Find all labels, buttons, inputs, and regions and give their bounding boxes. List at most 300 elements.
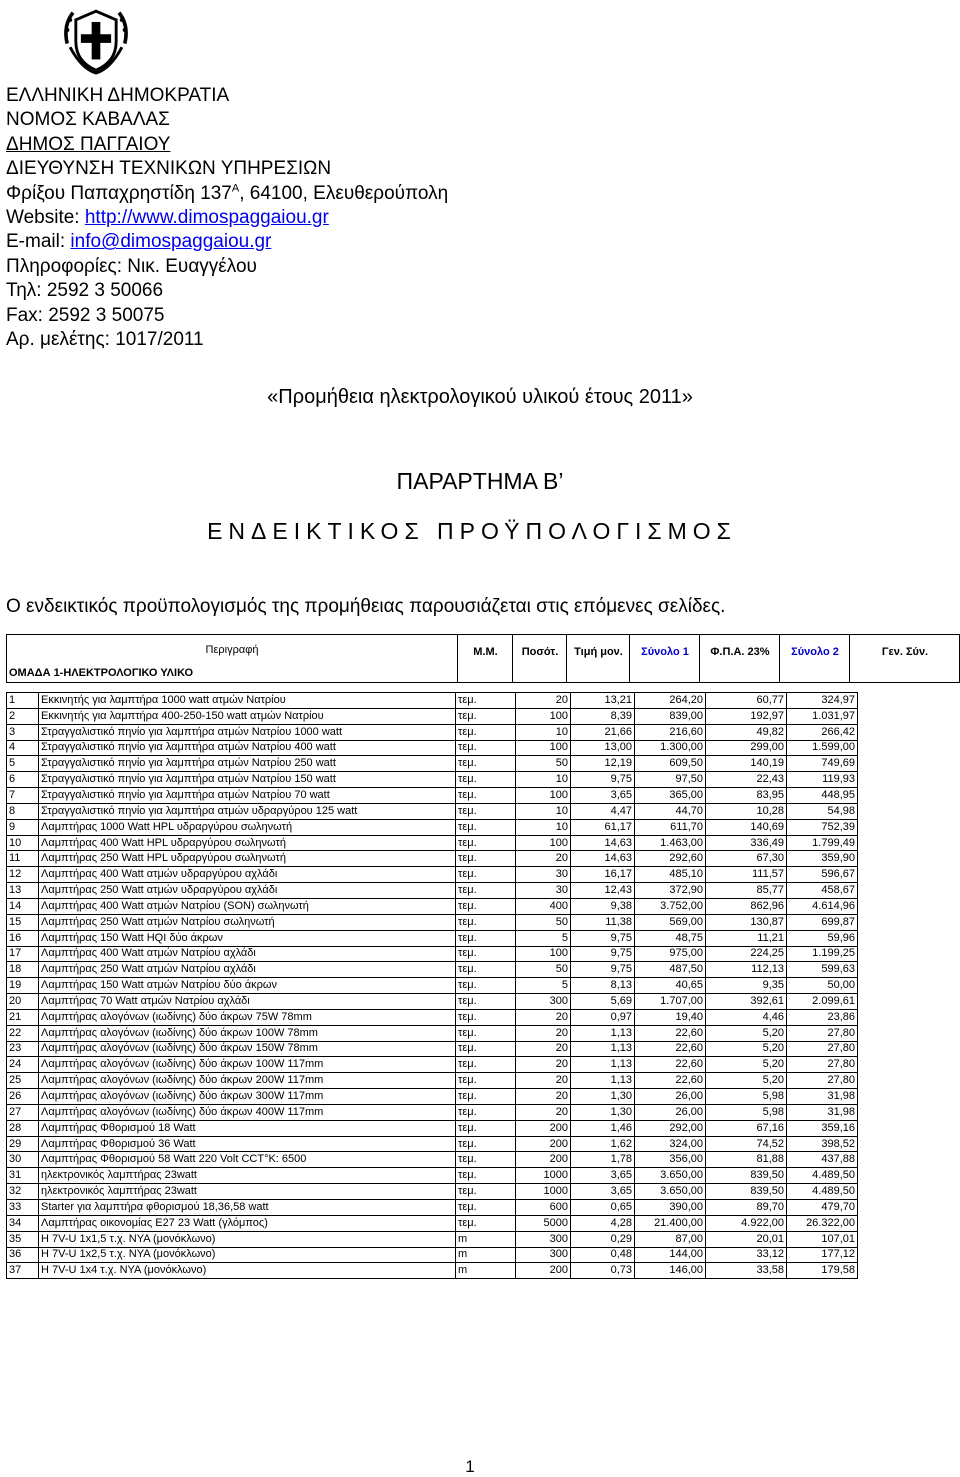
address-post: , 64100, Ελευθερούπολη	[239, 182, 449, 204]
item-vat: 89,70	[706, 1200, 787, 1216]
item-unit: τεμ.	[456, 1104, 516, 1120]
item-vat: 4,46	[706, 1009, 787, 1025]
item-unit: τεμ.	[456, 930, 516, 946]
item-quantity: 200	[516, 1120, 571, 1136]
item-vat: 224,25	[706, 946, 787, 962]
total2-header: Σύνολο 2	[791, 646, 839, 658]
item-number: 2	[7, 708, 39, 724]
item-description: ηλεκτρονικός λαμπτήρας 23watt	[39, 1168, 456, 1184]
item-quantity: 600	[516, 1200, 571, 1216]
item-unit: τεμ.	[456, 1057, 516, 1073]
item-unit: τεμ.	[456, 1025, 516, 1041]
annex-heading: ΠΑΡΑΡΤΗΜΑ Β’	[396, 468, 564, 494]
item-total1: 356,00	[635, 1152, 706, 1168]
item-vat: 5,20	[706, 1041, 787, 1057]
item-number: 7	[7, 788, 39, 804]
item-vat: 33,58	[706, 1263, 787, 1279]
item-number: 25	[7, 1073, 39, 1089]
table-row	[7, 1263, 858, 1279]
table-row	[7, 1136, 858, 1152]
group-label: ΟΜΑΔΑ 1-ΗΛΕΚΤΡΟΛΟΓΙΚΟ ΥΛΙΚΟ	[9, 667, 194, 679]
item-number: 32	[7, 1184, 39, 1200]
item-unit: τεμ.	[456, 1168, 516, 1184]
item-total1: 144,00	[635, 1247, 706, 1263]
quantity-header-cell	[512, 635, 567, 682]
item-number: 17	[7, 946, 39, 962]
item-unit-price: 21,66	[571, 724, 635, 740]
item-unit-price: 16,17	[571, 867, 635, 883]
item-number: 29	[7, 1136, 39, 1152]
item-total1: 1.300,00	[635, 740, 706, 756]
item-total1: 146,00	[635, 1263, 706, 1279]
total1-header: Σύνολο 1	[641, 646, 689, 658]
item-number: 36	[7, 1247, 39, 1263]
item-total1: 216,60	[635, 724, 706, 740]
item-total2: 31,98	[787, 1104, 858, 1120]
item-total1: 264,20	[635, 693, 706, 709]
item-vat: 140,19	[706, 756, 787, 772]
quantity-header: Ποσότ.	[521, 646, 559, 658]
item-description: Λαμπτήρας 250 Watt ατμών Νατρίου σωληνωτή	[39, 914, 456, 930]
item-unit-price: 12,43	[571, 883, 635, 899]
fax-line: Fax: 2592 3 50075	[6, 304, 165, 326]
table-row	[7, 1152, 858, 1168]
item-unit-price: 13,21	[571, 693, 635, 709]
item-total2: 26.322,00	[787, 1215, 858, 1231]
item-unit: τεμ.	[456, 1120, 516, 1136]
item-total2: 31,98	[787, 1089, 858, 1105]
item-description: Εκκινητής για λαμπτήρα 1000 watt ατμών Νατρίου	[39, 693, 456, 709]
item-unit: τεμ.	[456, 1089, 516, 1105]
item-unit: m	[456, 1263, 516, 1279]
item-vat: 862,96	[706, 898, 787, 914]
table-row	[7, 1025, 858, 1041]
item-description: Στραγγαλιστικό πηνίο για λαμπτήρα ατμών Νατρίου 70 watt	[39, 788, 456, 804]
intro-text: Ο ενδεικτικός προϋπολογισμός της προμήθειας παρουσιάζεται στις επόμενες σελίδες.	[6, 596, 726, 617]
table-row	[7, 1041, 858, 1057]
item-description: Starter για λαμπτήρα φθορισμού 18,36,58 watt	[39, 1200, 456, 1216]
municipality-line: ΔΗΜΟΣ ΠΑΓΓΑΙΟΥ	[6, 133, 171, 155]
table-row	[7, 883, 858, 899]
item-quantity: 50	[516, 962, 571, 978]
item-unit-price: 0,65	[571, 1200, 635, 1216]
item-total1: 611,70	[635, 819, 706, 835]
items-table	[6, 692, 858, 1279]
item-description: ηλεκτρονικός λαμπτήρας 23watt	[39, 1184, 456, 1200]
item-total2: 4.614,96	[787, 898, 858, 914]
item-description: Στραγγαλιστικό πηνίο για λαμπτήρα ατμών Νατρίου 150 watt	[39, 772, 456, 788]
item-vat: 192,97	[706, 708, 787, 724]
item-total1: 97,50	[635, 772, 706, 788]
table-row	[7, 1168, 858, 1184]
item-vat: 130,87	[706, 914, 787, 930]
table-row	[7, 946, 858, 962]
item-unit-price: 3,65	[571, 788, 635, 804]
table-row	[7, 1009, 858, 1025]
item-vat: 22,43	[706, 772, 787, 788]
table-row	[7, 1247, 858, 1263]
item-unit-price: 0,73	[571, 1263, 635, 1279]
grand-total-header: Γεν. Σύν.	[881, 646, 929, 658]
item-quantity: 200	[516, 1136, 571, 1152]
item-description: Λαμπτήρας Φθορισμού 36 Watt	[39, 1136, 456, 1152]
item-description: Λαμπτήρας 150 Watt HQI δύο άκρων	[39, 930, 456, 946]
item-quantity: 400	[516, 898, 571, 914]
item-quantity: 10	[516, 724, 571, 740]
item-vat: 49,82	[706, 724, 787, 740]
item-quantity: 10	[516, 819, 571, 835]
item-quantity: 20	[516, 1089, 571, 1105]
item-total1: 22,60	[635, 1073, 706, 1089]
item-total1: 26,00	[635, 1089, 706, 1105]
website-label: Website:	[6, 207, 85, 229]
item-number: 24	[7, 1057, 39, 1073]
item-number: 1	[7, 693, 39, 709]
item-description: Στραγγαλιστικό πηνίο για λαμπτήρα ατμών Νατρίου 400 watt	[39, 740, 456, 756]
item-number: 3	[7, 724, 39, 740]
item-number: 20	[7, 994, 39, 1010]
item-unit: m	[456, 1247, 516, 1263]
item-total2: 119,93	[787, 772, 858, 788]
item-unit-price: 5,69	[571, 994, 635, 1010]
item-quantity: 200	[516, 1263, 571, 1279]
table-row	[7, 772, 858, 788]
grand-total-header-cell	[849, 635, 960, 682]
item-vat: 67,30	[706, 851, 787, 867]
item-total2: 2.099,61	[787, 994, 858, 1010]
item-total1: 44,70	[635, 803, 706, 819]
info-line: Πληροφορίες: Νικ. Ευαγγέλου	[6, 255, 257, 277]
item-description: Λαμπτήρας 400 Watt ατμών Νατρίου αχλάδι	[39, 946, 456, 962]
item-unit: τεμ.	[456, 946, 516, 962]
table-row	[7, 962, 858, 978]
item-number: 14	[7, 898, 39, 914]
item-total2: 359,16	[787, 1120, 858, 1136]
vat-header-cell	[699, 635, 780, 682]
item-quantity: 100	[516, 740, 571, 756]
item-quantity: 100	[516, 946, 571, 962]
item-number: 27	[7, 1104, 39, 1120]
item-total2: 266,42	[787, 724, 858, 740]
description-header: Περιγραφή	[205, 644, 259, 656]
item-description: Λαμπτήρας 250 Watt HPL υδραργύρου σωληνωτή	[39, 851, 456, 867]
item-total2: 4.489,50	[787, 1184, 858, 1200]
address-pre: Φρίξου Παπαχρηστίδη 137	[6, 182, 232, 204]
table-row	[7, 1215, 858, 1231]
item-quantity: 20	[516, 1104, 571, 1120]
item-total2: 1.199,25	[787, 946, 858, 962]
table-row	[7, 978, 858, 994]
item-number: 9	[7, 819, 39, 835]
item-total1: 3.650,00	[635, 1184, 706, 1200]
item-vat: 5,20	[706, 1057, 787, 1073]
item-number: 33	[7, 1200, 39, 1216]
item-description: Εκκινητής για λαμπτήρα 400-250-150 watt ατμών Νατρίου	[39, 708, 456, 724]
republic-line: ΕΛΛΗΝΙΚΗ ΔΗΜΟΚΡΑΤΙΑ	[6, 85, 230, 106]
item-number: 5	[7, 756, 39, 772]
table-row	[7, 914, 858, 930]
website-line	[6, 206, 448, 230]
item-description: Λαμπτήρας 400 Watt ατμών Νατρίου (SON) σωληνωτή	[39, 898, 456, 914]
item-quantity: 1000	[516, 1168, 571, 1184]
table-row	[7, 1057, 858, 1073]
item-total1: 390,00	[635, 1200, 706, 1216]
item-total1: 324,00	[635, 1136, 706, 1152]
item-total1: 22,60	[635, 1041, 706, 1057]
item-total2: 54,98	[787, 803, 858, 819]
item-total2: 1.799,49	[787, 835, 858, 851]
item-number: 19	[7, 978, 39, 994]
item-total1: 19,40	[635, 1009, 706, 1025]
item-unit-price: 8,39	[571, 708, 635, 724]
item-unit: τεμ.	[456, 1200, 516, 1216]
item-number: 22	[7, 1025, 39, 1041]
item-vat: 111,57	[706, 867, 787, 883]
item-description: Στραγγαλιστικό πηνίο για λαμπτήρα ατμών Νατρίου 1000 watt	[39, 724, 456, 740]
item-unit: τεμ.	[456, 835, 516, 851]
item-vat: 392,61	[706, 994, 787, 1010]
item-total2: 359,90	[787, 851, 858, 867]
item-total1: 292,60	[635, 851, 706, 867]
item-unit-price: 1,13	[571, 1073, 635, 1089]
item-total1: 975,00	[635, 946, 706, 962]
item-description: Λαμπτήρας αλογόνων (ιωδίνης) δύο άκρων 400W 117mm	[39, 1104, 456, 1120]
website-link[interactable]: http://www.dimospaggaiou.gr	[84, 207, 329, 229]
item-vat: 5,98	[706, 1089, 787, 1105]
item-number: 30	[7, 1152, 39, 1168]
document-title: «Προμήθεια ηλεκτρολογικού υλικού έτους 2011»	[267, 386, 693, 408]
item-unit: τεμ.	[456, 740, 516, 756]
item-quantity: 10	[516, 772, 571, 788]
tel-line: Τηλ: 2592 3 50066	[6, 280, 164, 302]
sender-header	[6, 84, 448, 352]
item-total2: 23,86	[787, 1009, 858, 1025]
item-total2: 27,80	[787, 1025, 858, 1041]
item-total2: 324,97	[787, 693, 858, 709]
item-unit-price: 4,28	[571, 1215, 635, 1231]
item-total2: 1.031,97	[787, 708, 858, 724]
item-vat: 112,13	[706, 962, 787, 978]
item-unit: τεμ.	[456, 724, 516, 740]
item-unit: τεμ.	[456, 819, 516, 835]
item-description: Λαμπτήρας αλογόνων (ιωδίνης) δύο άκρων 300W 117mm	[39, 1089, 456, 1105]
item-total2: 599,63	[787, 962, 858, 978]
item-total2: 4.489,50	[787, 1168, 858, 1184]
unit-header: Μ.Μ.	[473, 646, 498, 658]
item-unit-price: 3,65	[571, 1168, 635, 1184]
item-quantity: 20	[516, 1041, 571, 1057]
item-description: Λαμπτήρας 1000 Watt HPL υδραργύρου σωληνωτή	[39, 819, 456, 835]
item-unit-price: 8,13	[571, 978, 635, 994]
item-total2: 59,96	[787, 930, 858, 946]
item-quantity: 100	[516, 708, 571, 724]
item-total2: 177,12	[787, 1247, 858, 1263]
item-vat: 336,49	[706, 835, 787, 851]
table-row	[7, 1120, 858, 1136]
item-unit: τεμ.	[456, 1073, 516, 1089]
item-quantity: 30	[516, 867, 571, 883]
address-sup: Α	[231, 182, 240, 195]
item-description: Λαμπτήρας Φθορισμού 18 Watt	[39, 1120, 456, 1136]
item-total2: 27,80	[787, 1041, 858, 1057]
table-row	[7, 1104, 858, 1120]
item-total1: 609,50	[635, 756, 706, 772]
item-unit-price: 1,78	[571, 1152, 635, 1168]
item-number: 8	[7, 803, 39, 819]
item-unit: τεμ.	[456, 851, 516, 867]
item-unit-price: 1,62	[571, 1136, 635, 1152]
item-description: Λαμπτήρας Φθορισμού 58 Watt 220 Volt CCT°K: 6500	[39, 1152, 456, 1168]
item-unit: τεμ.	[456, 788, 516, 804]
item-description: Λαμπτήρας αλογόνων (ιωδίνης) δύο άκρων 150W 78mm	[39, 1041, 456, 1057]
item-number: 12	[7, 867, 39, 883]
item-quantity: 20	[516, 1057, 571, 1073]
item-unit: τεμ.	[456, 1009, 516, 1025]
item-quantity: 50	[516, 914, 571, 930]
table-row	[7, 819, 858, 835]
item-number: 4	[7, 740, 39, 756]
hellenic-republic-emblem	[60, 4, 132, 76]
item-vat: 5,20	[706, 1025, 787, 1041]
item-quantity: 100	[516, 788, 571, 804]
item-quantity: 5	[516, 978, 571, 994]
table-row	[7, 898, 858, 914]
item-total2: 50,00	[787, 978, 858, 994]
email-link[interactable]: info@dimospaggaiou.gr	[70, 231, 272, 253]
items-table-body	[7, 693, 858, 1279]
total2-header-cell	[779, 635, 850, 682]
item-number: 21	[7, 1009, 39, 1025]
item-unit: τεμ.	[456, 708, 516, 724]
item-quantity: 10	[516, 803, 571, 819]
item-quantity: 20	[516, 693, 571, 709]
description-header-cell	[7, 635, 457, 682]
item-total1: 40,65	[635, 978, 706, 994]
item-quantity: 1000	[516, 1184, 571, 1200]
item-total2: 752,39	[787, 819, 858, 835]
prefecture-line: ΝΟΜΟΣ ΚΑΒΑΛΑΣ	[6, 109, 170, 131]
item-description: Λαμπτήρας αλογόνων (ιωδίνης) δύο άκρων 200W 117mm	[39, 1073, 456, 1089]
table-row	[7, 1200, 858, 1216]
item-quantity: 100	[516, 835, 571, 851]
item-unit-price: 1,13	[571, 1041, 635, 1057]
item-number: 28	[7, 1120, 39, 1136]
item-total2: 479,70	[787, 1200, 858, 1216]
table-row	[7, 994, 858, 1010]
item-total1: 3.752,00	[635, 898, 706, 914]
item-vat: 839,50	[706, 1168, 787, 1184]
item-unit: τεμ.	[456, 914, 516, 930]
item-unit-price: 1,46	[571, 1120, 635, 1136]
item-description: Λαμπτήρας 250 Watt ατμών Νατρίου αχλάδι	[39, 962, 456, 978]
item-total2: 179,58	[787, 1263, 858, 1279]
item-total2: 458,67	[787, 883, 858, 899]
item-quantity: 20	[516, 1009, 571, 1025]
item-vat: 60,77	[706, 693, 787, 709]
item-unit: τεμ.	[456, 772, 516, 788]
table-row	[7, 1184, 858, 1200]
item-vat: 20,01	[706, 1231, 787, 1247]
item-vat: 4.922,00	[706, 1215, 787, 1231]
item-unit-price: 1,13	[571, 1057, 635, 1073]
unit-price-header: Τιμή μον.	[574, 646, 623, 658]
item-number: 31	[7, 1168, 39, 1184]
table-row	[7, 693, 858, 709]
item-description: Λαμπτήρας 70 Watt ατμών Νατρίου αχλάδι	[39, 994, 456, 1010]
item-unit-price: 9,75	[571, 772, 635, 788]
item-total2: 1.599,00	[787, 740, 858, 756]
item-number: 26	[7, 1089, 39, 1105]
vat-header: Φ.Π.Α. 23%	[710, 646, 770, 658]
department-line: ΔΙΕΥΘΥΝΣΗ ΤΕΧΝΙΚΩΝ ΥΠΗΡΕΣΙΩΝ	[6, 158, 332, 180]
item-unit-price: 9,38	[571, 898, 635, 914]
item-unit-price: 0,29	[571, 1231, 635, 1247]
item-total2: 596,67	[787, 867, 858, 883]
item-quantity: 5000	[516, 1215, 571, 1231]
item-total2: 437,88	[787, 1152, 858, 1168]
item-vat: 10,28	[706, 803, 787, 819]
item-total2: 749,69	[787, 756, 858, 772]
item-quantity: 300	[516, 1247, 571, 1263]
item-number: 23	[7, 1041, 39, 1057]
item-quantity: 200	[516, 1152, 571, 1168]
item-description: Λαμπτήρας αλογόνων (ιωδίνης) δύο άκρων 100W 117mm	[39, 1057, 456, 1073]
table-row	[7, 756, 858, 772]
item-total1: 26,00	[635, 1104, 706, 1120]
item-description: Λαμπτήρας 250 Watt ατμών υδραργύρου αχλάδι	[39, 883, 456, 899]
item-vat: 299,00	[706, 740, 787, 756]
item-total1: 22,60	[635, 1025, 706, 1041]
item-total1: 87,00	[635, 1231, 706, 1247]
item-total1: 1.463,00	[635, 835, 706, 851]
table-row	[7, 835, 858, 851]
item-description: Λαμπτήρας 400 Watt HPL υδραργύρου σωληνωτή	[39, 835, 456, 851]
item-number: 15	[7, 914, 39, 930]
item-total1: 487,50	[635, 962, 706, 978]
item-total1: 22,60	[635, 1057, 706, 1073]
table-row	[7, 803, 858, 819]
table-row	[7, 851, 858, 867]
item-unit: τεμ.	[456, 1152, 516, 1168]
item-quantity: 20	[516, 851, 571, 867]
item-number: 34	[7, 1215, 39, 1231]
item-total1: 21.400,00	[635, 1215, 706, 1231]
item-unit-price: 0,48	[571, 1247, 635, 1263]
item-vat: 74,52	[706, 1136, 787, 1152]
item-unit: τεμ.	[456, 756, 516, 772]
item-number: 18	[7, 962, 39, 978]
item-description: Λαμπτήρας 150 Watt ατμών Νατρίου δύο άκρων	[39, 978, 456, 994]
study-number-line: Αρ. μελέτης: 1017/2011	[6, 329, 204, 351]
item-unit-price: 9,75	[571, 946, 635, 962]
item-unit: τεμ.	[456, 962, 516, 978]
item-total1: 485,10	[635, 867, 706, 883]
item-description: Στραγγαλιστικό πηνίο για λαμπτήρα ατμών Νατρίου 250 watt	[39, 756, 456, 772]
item-unit: τεμ.	[456, 898, 516, 914]
item-number: 6	[7, 772, 39, 788]
table-row	[7, 867, 858, 883]
item-unit: τεμ.	[456, 867, 516, 883]
item-unit: τεμ.	[456, 1215, 516, 1231]
item-unit: τεμ.	[456, 978, 516, 994]
item-quantity: 50	[516, 756, 571, 772]
table-row	[7, 708, 858, 724]
item-vat: 9,35	[706, 978, 787, 994]
page-number: 1	[465, 1457, 475, 1476]
email-label: E-mail:	[6, 231, 71, 253]
item-vat: 81,88	[706, 1152, 787, 1168]
item-number: 35	[7, 1231, 39, 1247]
